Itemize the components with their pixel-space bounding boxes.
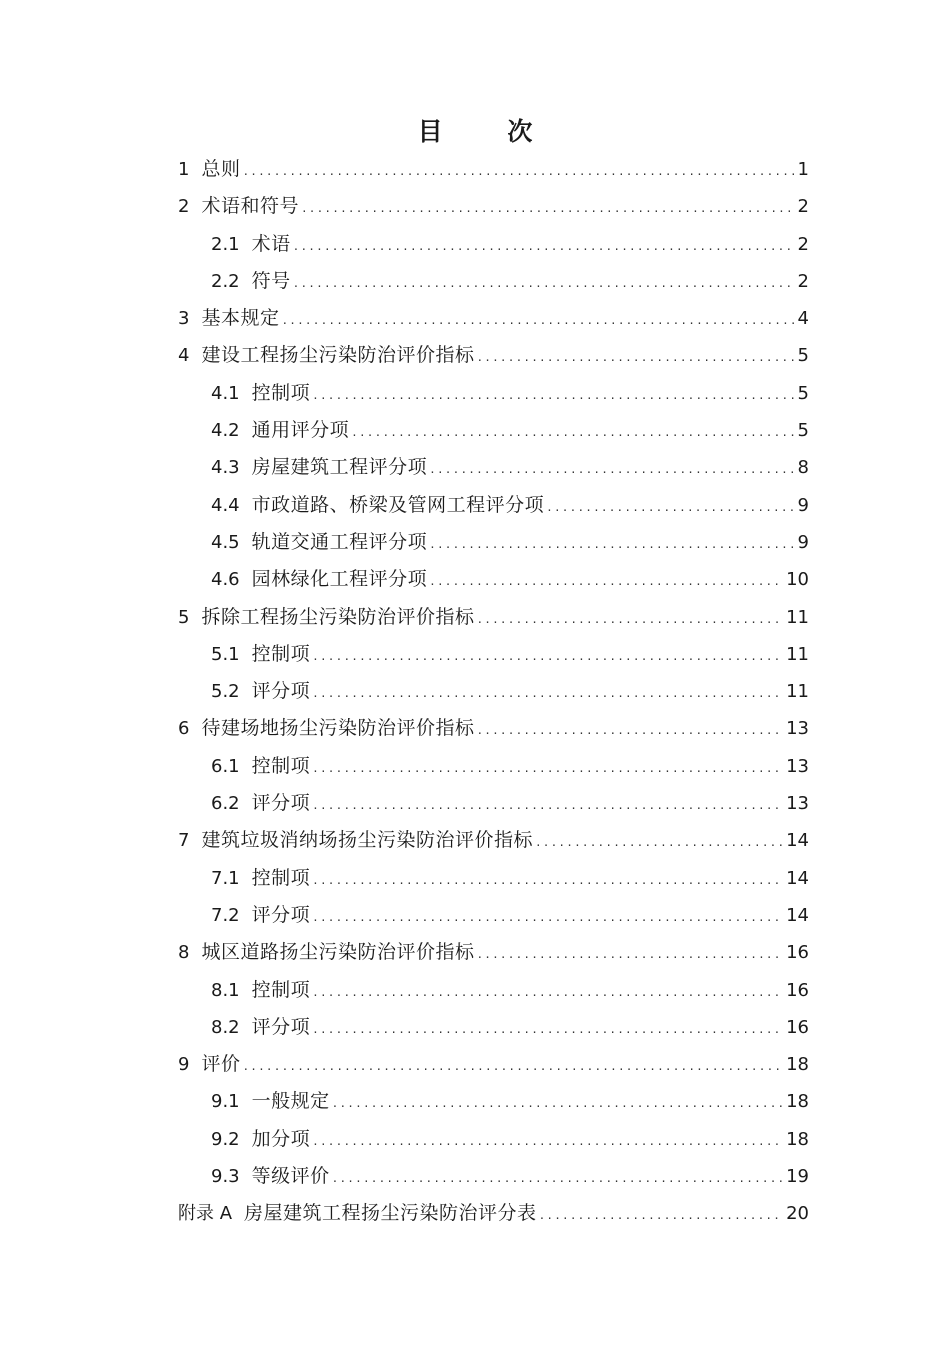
toc-dot-leader xyxy=(312,377,794,414)
toc-entry-page-number: 16 xyxy=(786,979,809,1001)
toc-entry-number: 5.2 xyxy=(211,681,240,703)
toc-entry-title: 建筑垃圾消纳场扬尘污染防治评价指标 xyxy=(201,829,533,852)
toc-entry-page-number: 2 xyxy=(797,270,809,292)
toc-entry-page-number: 13 xyxy=(786,793,809,815)
toc-entry-title: 拆除工程扬尘污染防治评价指标 xyxy=(201,605,475,628)
toc-entry-number: 4.1 xyxy=(211,382,240,404)
toc-entry-page-number: 16 xyxy=(786,1016,809,1038)
toc-entry[interactable] xyxy=(178,449,809,486)
toc-dot-leader xyxy=(429,563,783,600)
table-of-contents xyxy=(178,151,809,1233)
toc-entry-page-number: 11 xyxy=(786,681,809,703)
toc-entry[interactable] xyxy=(178,1195,809,1232)
toc-entry-page-number: 19 xyxy=(786,1166,809,1188)
toc-entry[interactable] xyxy=(178,524,809,561)
toc-entry[interactable] xyxy=(178,636,809,673)
toc-entry-title: 轨道交通工程评分项 xyxy=(251,530,428,553)
toc-entry-page-number: 1 xyxy=(797,159,809,180)
toc-entry[interactable] xyxy=(178,1158,809,1195)
toc-dot-leader xyxy=(293,228,795,265)
toc-entry[interactable] xyxy=(178,1046,809,1083)
toc-entry-title: 城区道路扬尘污染防治评价指标 xyxy=(201,941,475,964)
toc-entry-page-number: 13 xyxy=(786,755,809,777)
toc-entry[interactable] xyxy=(178,226,809,263)
toc-entry-number: 6.2 xyxy=(211,793,240,815)
toc-entry-page-number: 4 xyxy=(797,308,809,330)
toc-dot-leader xyxy=(312,638,783,675)
toc-entry-number: 5.1 xyxy=(211,643,240,665)
toc-entry[interactable] xyxy=(178,375,809,412)
toc-dot-leader xyxy=(535,824,783,861)
toc-entry[interactable] xyxy=(178,561,809,598)
toc-entry-number: 4.6 xyxy=(211,569,240,591)
toc-entry-title: 基本规定 xyxy=(201,307,280,330)
toc-entry-number: 9.1 xyxy=(211,1091,240,1113)
toc-entry-number: 1 xyxy=(178,159,190,180)
toc-entry-title: 控制项 xyxy=(251,978,311,1001)
toc-entry-title: 待建场地扬尘污染防治评价指标 xyxy=(201,717,475,740)
toc-entry-page-number: 2 xyxy=(797,196,809,218)
toc-dot-leader xyxy=(429,451,794,488)
toc-entry-page-number: 18 xyxy=(786,1054,809,1076)
toc-entry-title: 总则 xyxy=(201,158,241,180)
toc-entry-page-number: 10 xyxy=(786,569,809,591)
toc-entry-number: 2 xyxy=(178,196,190,218)
toc-entry-page-number: 5 xyxy=(797,345,809,367)
toc-entry-title: 控制项 xyxy=(251,866,311,889)
toc-dot-leader xyxy=(312,1123,783,1160)
toc-entry-title: 一般规定 xyxy=(251,1090,330,1113)
toc-entry-page-number: 14 xyxy=(786,904,809,926)
toc-entry-title: 等级评价 xyxy=(251,1165,330,1188)
toc-entry-title: 评分项 xyxy=(251,903,311,926)
toc-dot-leader xyxy=(476,339,794,376)
toc-entry[interactable] xyxy=(178,1083,809,1120)
toc-entry[interactable] xyxy=(178,599,809,636)
toc-entry[interactable] xyxy=(178,188,809,225)
toc-entry-number: 4.4 xyxy=(211,494,240,516)
toc-entry-number: 8.1 xyxy=(211,979,240,1001)
toc-entry[interactable] xyxy=(178,337,809,374)
toc-entry-title: 控制项 xyxy=(251,642,311,665)
toc-dot-leader xyxy=(351,414,794,451)
toc-entry-page-number: 18 xyxy=(786,1128,809,1150)
toc-entry[interactable] xyxy=(178,487,809,524)
toc-entry-number: 附录 A xyxy=(178,1203,233,1225)
toc-dot-leader xyxy=(546,489,794,526)
toc-entry[interactable] xyxy=(178,1009,809,1046)
toc-entry-page-number: 16 xyxy=(786,942,809,964)
toc-dot-leader xyxy=(301,190,795,227)
toc-entry-number: 4 xyxy=(178,345,190,367)
toc-entry-number: 7.2 xyxy=(211,904,240,926)
toc-entry-title: 通用评分项 xyxy=(251,419,350,442)
toc-entry-title: 房屋建筑工程扬尘污染防治评分表 xyxy=(244,1202,537,1225)
toc-entry-page-number: 9 xyxy=(797,494,809,516)
toc-entry-page-number: 11 xyxy=(786,606,809,628)
toc-entry-page-number: 18 xyxy=(786,1091,809,1113)
toc-entry-number: 9.2 xyxy=(211,1128,240,1150)
toc-entry-page-number: 9 xyxy=(797,531,809,553)
toc-entry[interactable] xyxy=(178,748,809,785)
toc-dot-leader xyxy=(293,265,795,302)
toc-entry-number: 2.1 xyxy=(211,233,240,255)
page-title: 目 次 xyxy=(417,117,561,146)
toc-entry-page-number: 8 xyxy=(797,457,809,479)
toc-entry[interactable] xyxy=(178,673,809,710)
toc-entry[interactable] xyxy=(178,785,809,822)
toc-entry-title: 园林绿化工程评分项 xyxy=(251,568,428,591)
toc-dot-leader xyxy=(312,862,783,899)
toc-entry-number: 9 xyxy=(178,1054,190,1076)
toc-entry-number: 4.3 xyxy=(211,457,240,479)
toc-entry-number: 7 xyxy=(178,830,190,852)
toc-entry[interactable] xyxy=(178,1121,809,1158)
toc-entry[interactable] xyxy=(178,897,809,934)
toc-entry-title: 评价 xyxy=(201,1053,241,1076)
toc-entry[interactable] xyxy=(178,412,809,449)
toc-entry-title: 建设工程扬尘污染防治评价指标 xyxy=(201,344,475,367)
toc-entry-title: 市政道路、桥梁及管网工程评分项 xyxy=(251,493,545,516)
toc-dot-leader xyxy=(539,1197,784,1234)
toc-dot-leader xyxy=(242,1048,783,1085)
toc-entry-number: 4.2 xyxy=(211,420,240,442)
toc-entry-title: 评分项 xyxy=(251,1015,311,1038)
toc-dot-leader xyxy=(476,936,783,973)
toc-dot-leader xyxy=(312,899,783,936)
toc-dot-leader xyxy=(312,1011,783,1048)
toc-entry-title: 控制项 xyxy=(251,754,311,777)
toc-dot-leader xyxy=(476,601,783,638)
toc-dot-leader xyxy=(242,153,794,190)
toc-entry-page-number: 14 xyxy=(786,830,809,852)
toc-entry[interactable] xyxy=(178,934,809,971)
toc-entry-number: 6.1 xyxy=(211,755,240,777)
toc-entry-page-number: 14 xyxy=(786,867,809,889)
toc-entry-title: 符号 xyxy=(251,269,291,292)
toc-entry-page-number: 5 xyxy=(797,420,809,442)
toc-entry-number: 8 xyxy=(178,942,190,964)
toc-dot-leader xyxy=(312,750,783,787)
toc-entry-number: 7.1 xyxy=(211,867,240,889)
toc-entry-title: 评分项 xyxy=(251,680,311,703)
toc-entry-number: 9.3 xyxy=(211,1166,240,1188)
toc-dot-leader xyxy=(312,675,783,712)
toc-dot-leader xyxy=(281,302,794,339)
toc-dot-leader xyxy=(429,526,794,563)
toc-entry-title: 房屋建筑工程评分项 xyxy=(251,456,428,479)
toc-entry-number: 5 xyxy=(178,606,190,628)
toc-entry[interactable] xyxy=(178,151,809,188)
toc-entry-number: 2.2 xyxy=(211,270,240,292)
toc-entry-number: 4.5 xyxy=(211,531,240,553)
toc-dot-leader xyxy=(332,1085,783,1122)
toc-entry[interactable] xyxy=(178,710,809,747)
toc-entry-page-number: 13 xyxy=(786,718,809,740)
toc-entry[interactable] xyxy=(178,822,809,859)
toc-entry-page-number: 5 xyxy=(797,382,809,404)
toc-entry-title: 加分项 xyxy=(251,1127,311,1150)
toc-dot-leader xyxy=(312,787,783,824)
toc-entry-number: 8.2 xyxy=(211,1016,240,1038)
toc-entry[interactable] xyxy=(178,263,809,300)
toc-entry-title: 术语和符号 xyxy=(201,195,299,218)
toc-entry-page-number: 20 xyxy=(786,1203,809,1225)
toc-entry[interactable] xyxy=(178,860,809,897)
toc-dot-leader xyxy=(312,974,783,1011)
toc-entry[interactable] xyxy=(178,972,809,1009)
toc-entry-number: 6 xyxy=(178,718,190,740)
toc-entry-page-number: 11 xyxy=(786,643,809,665)
toc-entry-title: 评分项 xyxy=(251,792,311,815)
toc-entry-page-number: 2 xyxy=(797,233,809,255)
toc-dot-leader xyxy=(332,1160,783,1197)
toc-entry-number: 3 xyxy=(178,308,190,330)
toc-entry-title: 控制项 xyxy=(251,381,311,404)
toc-dot-leader xyxy=(476,712,783,749)
toc-entry-title: 术语 xyxy=(251,232,291,255)
toc-entry[interactable] xyxy=(178,300,809,337)
